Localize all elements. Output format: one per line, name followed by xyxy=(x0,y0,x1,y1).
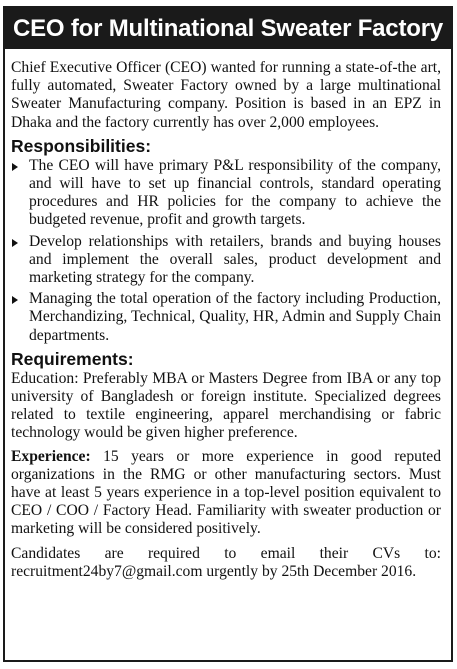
experience-label: Experience: xyxy=(11,447,91,465)
bullet-icon xyxy=(12,239,18,247)
headline: CEO for Multinational Sweater Factory xyxy=(5,8,451,49)
responsibility-text: The CEO will have primary P&L responsibility of the company, and will have to set up financial controls, standard operating procedures and HR policies for the company to achieve the budgeted revenue, profit and growth targets. xyxy=(29,156,441,229)
responsibilities-heading: Responsibilities: xyxy=(11,135,152,156)
responsibility-text: Managing the total operation of the factory including Production, Merchandizing, Technical, Quality, HR, Admin and Supply Chain departments. xyxy=(29,290,441,344)
bullet-icon xyxy=(12,296,18,304)
responsibility-item xyxy=(11,233,441,288)
intro-paragraph: Chief Executive Officer (CEO) wanted for running a state-of-the art, fully automated, Sweater Factory owned by a large multinational Sweater Manufacturing company. Position is based in an EPZ in Dhaka and the factory currently has over 2,000 employees. xyxy=(11,59,441,131)
apply-instructions: Candidates are required to email their CVs to: recruitment24by7@gmail.com urgently by 25th December 2016. xyxy=(11,544,441,580)
requirements-heading: Requirements: xyxy=(11,348,134,369)
responsibility-text: Develop relationships with retailers, brands and buying houses and implement the overall sales, product development and marketing strategy for the company. xyxy=(29,232,441,287)
bullet-icon xyxy=(12,163,18,171)
experience-text: 15 years or more experience in good reputed organizations in the RMG or other manufacturing sectors. Must have at least 5 years experience in a top-level position equivalent to CEO / COO / Factory Head. Familiarity with sweater production or marketing will be considered positively. xyxy=(11,447,441,538)
job-advertisement xyxy=(3,6,453,662)
responsibility-item xyxy=(11,157,441,230)
responsibility-item xyxy=(11,290,441,345)
ad-body xyxy=(5,49,451,581)
experience-paragraph xyxy=(11,448,441,539)
education-paragraph: Education: Preferably MBA or Masters Degree from IBA or any top university of Bangladesh or foreign institute. Specialized degrees related to textile engineering, apparel merchandising or fabric technology would be given higher preference. xyxy=(11,369,441,442)
responsibilities-list xyxy=(11,157,441,345)
